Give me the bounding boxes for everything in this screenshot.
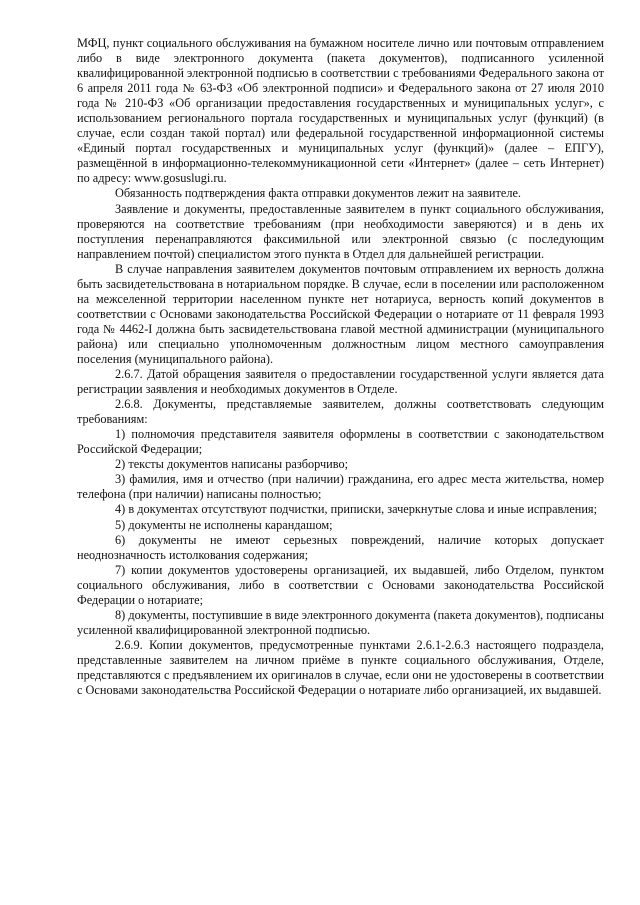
list-item-7: 7) копии документов удостоверены организацией, их выдавшей, либо Отделом, пунктом социального обслуживания, либо в соответствии с Основами законодательства Российской Федерации о нотариате; [77, 562, 604, 607]
paragraph-2-6-9: 2.6.9. Копии документов, предусмотренные пунктами 2.6.1-2.6.3 настоящего подраздела, представленные заявителем на личном приёме в пункте социального обслуживания, Отделе, представляются с предъявлением их оригиналов в случае, если они не удостоверены в соответствии с Основами законодательства Российской Федерации о нотариате либо организацией, их выдавшей. [77, 637, 604, 698]
paragraph-postal-notarization: В случае направления заявителем документов почтовым отправлением их верность должна быть засвидетельствована в нотариальном порядке. В случае, если в поселении или расположенном на межселенной территории населенном пункте нет нотариуса, верность копий документов в соответствии с Основами законодательства Российской Федерации о нотариате от 11 февраля 1993 года № 4462-I должна быть засвидетельствована главой местной администрации (муниципального района) или специально уполномоченным должностным лицом местного самоуправления поселения (муниципального района). [77, 261, 604, 366]
list-item-8: 8) документы, поступившие в виде электронного документа (пакета документов), подписаны усиленной квалифицированной электронной подписью. [77, 607, 604, 637]
list-item-1: 1) полномочия представителя заявителя оформлены в соответствии с законодательством Российской Федерации; [77, 427, 604, 457]
paragraph-2-6-7: 2.6.7. Датой обращения заявителя о предоставлении государственной услуги является дата регистрации заявления и необходимых документов в Отделе. [77, 367, 604, 397]
list-item-3: 3) фамилия, имя и отчество (при наличии) гражданина, его адрес места жительства, номер телефона (при наличии) написаны полностью; [77, 472, 604, 502]
list-item-5: 5) документы не исполнены карандашом; [115, 517, 333, 532]
paragraph-2-6-8: 2.6.8. Документы, представляемые заявителем, должны соответствовать следующим требованиям: [77, 397, 604, 427]
document-page [77, 36, 604, 698]
paragraph-social-service-forwarding: Заявление и документы, предоставленные заявителем в пункт социального обслуживания, проверяются на соответствие требованиям (при необходимости заверяются) и в день их поступления перенаправляются факсимильной или электронной связью (с последующим направлением почтой) специалистом этого пункта в Отдел для дальнейшей регистрации. [77, 201, 604, 261]
list-item-4: 4) в документах отсутствуют подчистки, приписки, зачеркнутые слова и иные исправления; [115, 502, 598, 517]
paragraph-proof-obligation: Обязанность подтверждения факта отправки документов лежит на заявителе. [115, 186, 522, 201]
list-item-2: 2) тексты документов написаны разборчиво; [115, 457, 349, 472]
list-item-6: 6) документы не имеют серьезных повреждений, наличие которых допускает неоднозначность истолкования содержания; [77, 532, 604, 562]
paragraph-mfc-submission: МФЦ, пункт социального обслуживания на бумажном носителе лично или почтовым отправлением либо в виде электронного документа (пакета документов), подписанного усиленной квалифицированной электронной подписью в соответствии с требованиями Федерального закона от 6 апреля 2011 года № 63-ФЗ «Об электронной подписи» и Федерального закона от 27 июля 2010 года № 210-ФЗ «Об организации предоставления государственных и муниципальных услуг», с использованием регионального портала государственных и муниципальных услуг (функций) (в случае, если создан такой портал) или федеральной государственной информационной системы «Единый портал государственных и муниципальных услуг (функций)» (далее – ЕПГУ), размещённой в информационно-телекоммуникационной сети «Интернет» (далее – сеть Интернет) по адресу: www.gosuslugi.ru. [77, 36, 604, 186]
